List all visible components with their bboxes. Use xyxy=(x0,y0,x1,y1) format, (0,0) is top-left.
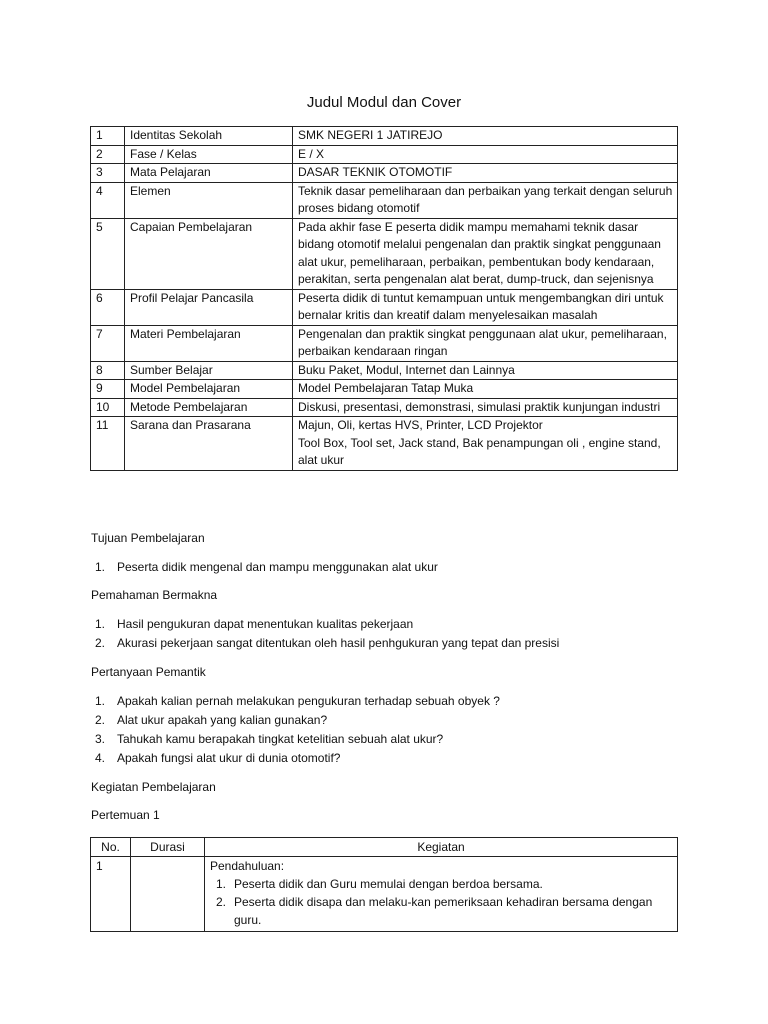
row-number: 4 xyxy=(91,182,125,218)
row-number: 8 xyxy=(91,361,125,380)
row-number: 2 xyxy=(91,145,125,164)
section-heading-pertemuan: Pertemuan 1 xyxy=(91,808,160,822)
row-number: 3 xyxy=(91,164,125,183)
row-durasi xyxy=(131,857,205,932)
row-number: 11 xyxy=(91,417,125,471)
row-label: Identitas Sekolah xyxy=(125,127,293,146)
row-number: 1 xyxy=(91,127,125,146)
row-label: Mata Pelajaran xyxy=(125,164,293,183)
column-header-durasi: Durasi xyxy=(131,838,205,857)
row-label: Fase / Kelas xyxy=(125,145,293,164)
section-heading-kegiatan: Kegiatan Pembelajaran xyxy=(91,780,216,794)
pertanyaan-list xyxy=(91,692,500,768)
row-number: 6 xyxy=(91,289,125,325)
row-number: 5 xyxy=(91,218,125,289)
table-row xyxy=(91,164,678,183)
section-heading-pemahaman: Pemahaman Bermakna xyxy=(91,588,218,602)
list-item: 1. Peserta didik mengenal dan mampu menggunakan alat ukur xyxy=(95,560,438,574)
row-value: Buku Paket, Modul, Internet dan Lainnya xyxy=(293,361,678,380)
table-row xyxy=(91,417,678,471)
row-number: 7 xyxy=(91,325,125,361)
table-row xyxy=(91,127,678,146)
table-row xyxy=(91,380,678,399)
row-label: Metode Pembelajaran xyxy=(125,398,293,417)
list-item: 1. Apakah kalian pernah melakukan pengukuran terhadap sebuah obyek ? xyxy=(95,694,500,708)
table-row xyxy=(91,857,678,932)
row-value: E / X xyxy=(293,145,678,164)
table-row xyxy=(91,361,678,380)
column-header-kegiatan: Kegiatan xyxy=(205,838,678,857)
activity-section-title: Pendahuluan: xyxy=(210,859,285,873)
row-value xyxy=(293,417,678,471)
row-value-line: Tool Box, Tool set, Jack stand, Bak penampungan oli , engine stand, alat ukur xyxy=(298,435,661,467)
row-kegiatan xyxy=(205,857,678,932)
list-item: 1. Hasil pengukuran dapat menentukan kualitas pekerjaan xyxy=(95,617,414,631)
row-label: Elemen xyxy=(125,182,293,218)
row-value: Diskusi, presentasi, demonstrasi, simulasi praktik kunjungan industri xyxy=(293,398,678,417)
row-number: 10 xyxy=(91,398,125,417)
table-row xyxy=(91,182,678,218)
row-value: SMK NEGERI 1 JATIREJO xyxy=(293,127,678,146)
row-value: Peserta didik di tuntut kemampuan untuk mengembangkan diri untuk bernalar kritis dan kreatif dalam menyelesaikan masalah xyxy=(293,289,678,325)
row-value: Pengenalan dan praktik singkat penggunaan alat ukur, pemeliharaan, perbaikan kendaraan ringan xyxy=(293,325,678,361)
row-value: Model Pembelajaran Tatap Muka xyxy=(293,380,678,399)
list-item: 2. Peserta didik disapa dan melaku-kan pemeriksaan kehadiran bersama dengan guru. xyxy=(216,895,653,927)
list-item: 2. Akurasi pekerjaan sangat ditentukan oleh hasil penhgukuran yang tepat dan presisi xyxy=(95,636,560,650)
page-title: Judul Modul dan Cover xyxy=(306,94,462,111)
row-label: Model Pembelajaran xyxy=(125,380,293,399)
identity-table-body xyxy=(91,127,678,471)
row-value: Pada akhir fase E peserta didik mampu memahami teknik dasar bidang otomotif melalui pengenalan dan praktik singkat penggunaan alat ukur, pemeliharaan, perbaikan, pembentukan body kendaraan, perakitan, serta pengenalan alat berat, dump-truck, dan sejenisnya xyxy=(293,218,678,289)
list-item: 3. Tahukah kamu berapakah tingkat ketelitian sebuah alat ukur? xyxy=(95,732,444,746)
section-heading-pertanyaan: Pertanyaan Pemantik xyxy=(91,665,206,679)
identity-table xyxy=(90,126,678,471)
tujuan-list xyxy=(91,558,438,577)
table-header-row xyxy=(91,838,678,857)
activity-list xyxy=(210,875,673,929)
meeting-table xyxy=(90,837,678,932)
row-label: Sarana dan Prasarana xyxy=(125,417,293,471)
table-row xyxy=(91,325,678,361)
table-row xyxy=(91,218,678,289)
list-item: 4. Apakah fungsi alat ukur di dunia otomotif? xyxy=(95,751,341,765)
column-header-no: No. xyxy=(91,838,131,857)
table-row xyxy=(91,145,678,164)
row-label: Materi Pembelajaran xyxy=(125,325,293,361)
section-heading-tujuan: Tujuan Pembelajaran xyxy=(91,531,205,545)
row-label: Sumber Belajar xyxy=(125,361,293,380)
row-number: 9 xyxy=(91,380,125,399)
row-number: 1 xyxy=(91,857,131,932)
row-label: Profil Pelajar Pancasila xyxy=(125,289,293,325)
table-row xyxy=(91,289,678,325)
pemahaman-list xyxy=(91,615,559,653)
row-value-line: Majun, Oli, kertas HVS, Printer, LCD Projektor xyxy=(298,418,543,432)
table-row xyxy=(91,398,678,417)
row-value: Teknik dasar pemeliharaan dan perbaikan yang terkait dengan seluruh proses bidang otomotif xyxy=(293,182,678,218)
row-value: DASAR TEKNIK OTOMOTIF xyxy=(293,164,678,183)
list-item: 2. Alat ukur apakah yang kalian gunakan? xyxy=(95,713,328,727)
list-item: 1. Peserta didik dan Guru memulai dengan berdoa bersama. xyxy=(216,877,543,891)
row-label: Capaian Pembelajaran xyxy=(125,218,293,289)
